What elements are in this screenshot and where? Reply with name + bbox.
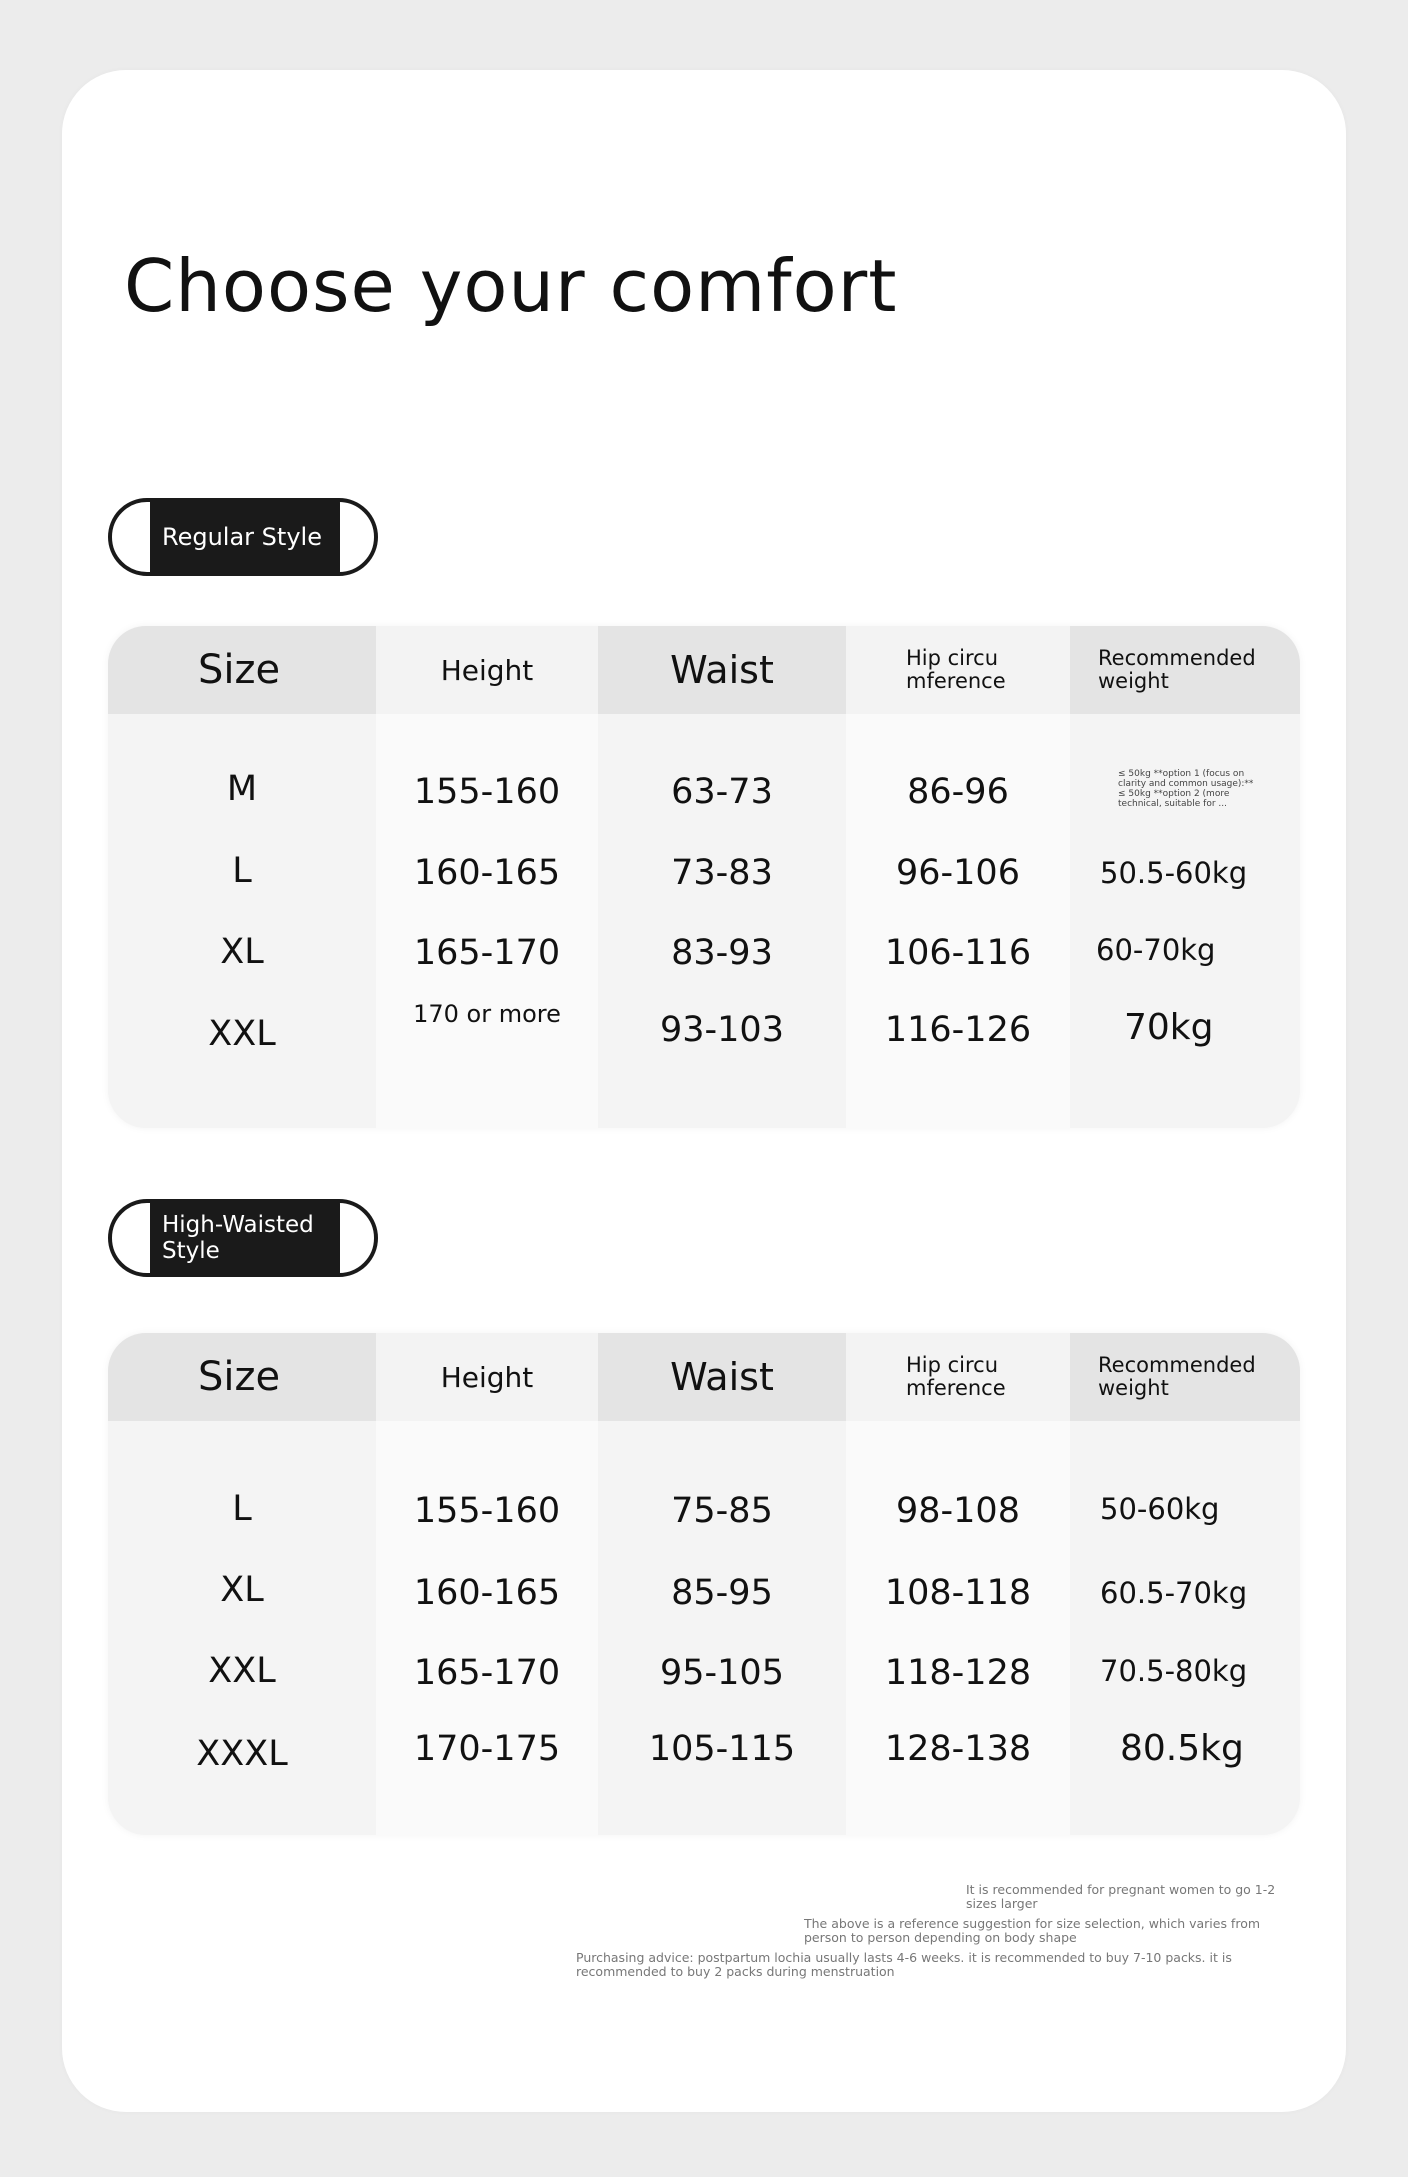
waist-header: Waist	[670, 1355, 774, 1399]
hip-cell: 98-108	[896, 1491, 1020, 1531]
waist-header: Waist	[670, 648, 774, 692]
size-cell: L	[232, 851, 252, 891]
size-column	[108, 1333, 376, 1835]
regular-style-label: Regular Style	[150, 502, 340, 572]
waist-cell: 95-105	[660, 1653, 784, 1693]
weight-cell: 70.5-80kg	[1100, 1654, 1248, 1688]
waist-cell: 83-93	[671, 933, 773, 973]
high-waisted-style-label: High-Waisted Style	[150, 1203, 340, 1273]
waist-column	[598, 626, 846, 1128]
height-column	[376, 1333, 598, 1835]
weight-header: Recommended weight	[1098, 646, 1256, 693]
waist-cell: 73-83	[671, 853, 773, 893]
waist-cell: 75-85	[671, 1491, 773, 1531]
size-cell: XXL	[208, 1014, 276, 1054]
height-cell: 165-170	[413, 1653, 561, 1693]
hip-cell: 108-118	[884, 1573, 1032, 1613]
height-cell: 155-160	[413, 1491, 561, 1531]
hip-header: Hip circu mference	[906, 646, 1006, 693]
height-cell: 155-160	[413, 772, 561, 812]
waist-cell: 93-103	[660, 1010, 784, 1050]
hip-header: Hip circu mference	[906, 1353, 1006, 1400]
size-cell: XL	[220, 932, 264, 972]
hip-cell: 86-96	[907, 772, 1009, 812]
regular-style-badge	[108, 498, 378, 576]
hip-column	[846, 626, 1070, 1128]
waist-cell: 85-95	[671, 1573, 773, 1613]
weight-cell: 60.5-70kg	[1100, 1576, 1248, 1610]
weight-cell: 50-60kg	[1100, 1492, 1220, 1526]
hip-cell: 118-128	[884, 1653, 1032, 1693]
hip-cell: 116-126	[884, 1010, 1032, 1050]
height-column	[376, 626, 598, 1128]
size-column	[108, 626, 376, 1128]
hip-cell: 106-116	[884, 933, 1032, 973]
size-cell: L	[232, 1489, 252, 1529]
weight-cell: 70kg	[1124, 1006, 1214, 1048]
page-title: Choose your comfort	[124, 244, 898, 328]
size-cell: XL	[220, 1570, 264, 1610]
hip-cell: 128-138	[884, 1729, 1032, 1769]
footnote: The above is a reference suggestion for size selection, which varies from person to person depending on body shape	[804, 1916, 1261, 1945]
footnote: It is recommended for pregnant women to go 1-2 sizes larger	[966, 1882, 1276, 1911]
waist-column	[598, 1333, 846, 1835]
weight-cell: 60-70kg	[1096, 933, 1216, 967]
high-waisted-style-badge	[108, 1199, 378, 1277]
size-header: Size	[198, 647, 281, 693]
hip-cell: 96-106	[896, 853, 1020, 893]
height-cell: 165-170	[413, 933, 561, 973]
size-header: Size	[198, 1354, 281, 1400]
size-cell: XXXL	[196, 1734, 288, 1774]
height-cell: 170 or more	[413, 1000, 561, 1028]
height-cell: 160-165	[413, 1573, 561, 1613]
footnotes	[576, 1883, 1296, 1985]
weight-cell: 50.5-60kg	[1100, 856, 1248, 890]
height-cell: 170-175	[413, 1729, 561, 1769]
height-header: Height	[440, 653, 534, 687]
weight-cell: ≤ 50kg **option 1 (focus on clarity and common usage):** ≤ 50kg **option 2 (more technical, suitable for ...	[1118, 769, 1254, 809]
weight-cell: 80.5kg	[1120, 1727, 1244, 1769]
height-cell: 160-165	[413, 853, 561, 893]
regular-size-table	[108, 626, 1300, 1128]
height-header: Height	[440, 1360, 534, 1394]
weight-header: Recommended weight	[1098, 1353, 1256, 1400]
footnote: Purchasing advice: postpartum lochia usually lasts 4-6 weeks. it is recommended to buy 7-10 packs. it is recommended to buy 2 packs during menstruation	[576, 1950, 1232, 1979]
weight-column	[1070, 1333, 1300, 1835]
waist-cell: 63-73	[671, 772, 773, 812]
hip-column	[846, 1333, 1070, 1835]
high-waisted-size-table	[108, 1333, 1300, 1835]
size-cell: M	[226, 769, 258, 809]
size-cell: XXL	[208, 1651, 276, 1691]
weight-column	[1070, 626, 1300, 1128]
waist-cell: 105-115	[648, 1729, 796, 1769]
